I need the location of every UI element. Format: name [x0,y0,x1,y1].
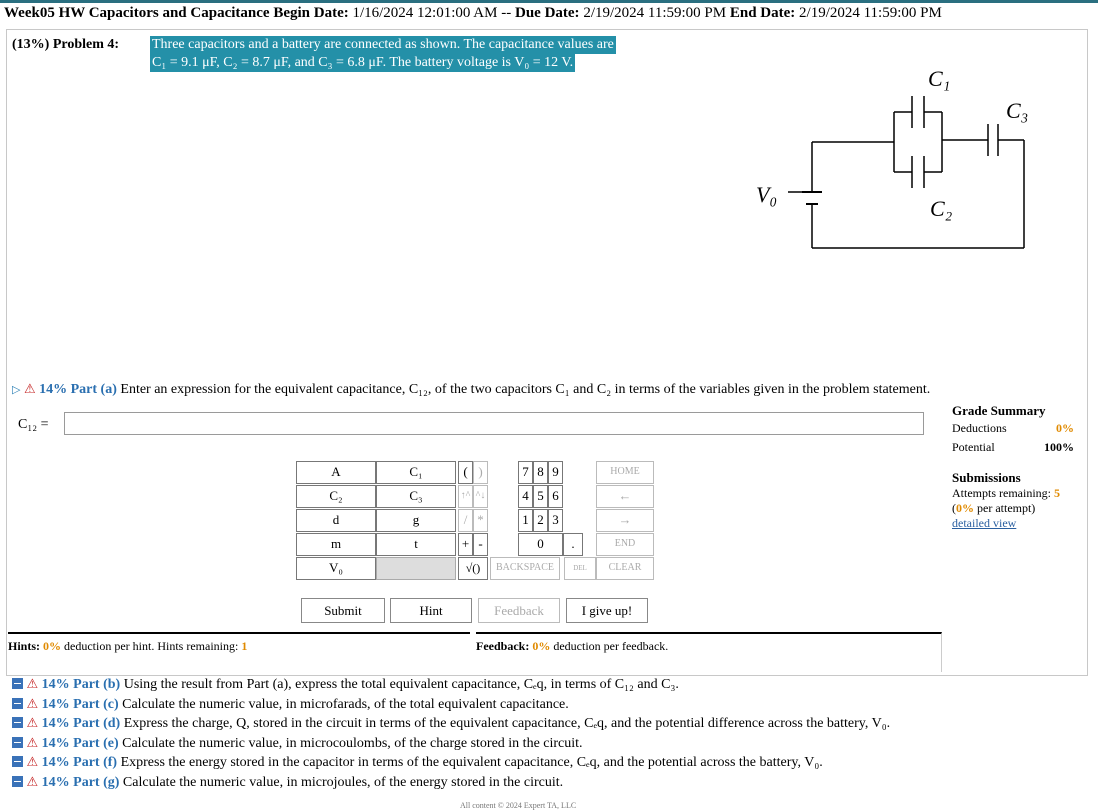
key-4[interactable]: 4 [518,485,533,508]
per-attempt-row: (0% per attempt) [952,501,1036,515]
answer-input[interactable] [64,412,924,435]
key-dot[interactable]: . [563,533,583,556]
v0-label: V₀ [756,182,778,207]
key-up-caret[interactable]: ↑^ [458,485,473,508]
key-3[interactable]: 3 [548,509,563,532]
hint-button[interactable]: Hint [390,598,472,623]
key-1[interactable]: 1 [518,509,533,532]
warning-icon: ⚠ [26,676,39,691]
feedback-label: Feedback: [476,639,530,653]
expand-part-icon[interactable] [12,776,23,787]
key-end[interactable]: END [596,533,654,556]
feedback-bar [476,632,942,672]
submissions-title: Submissions [952,470,1021,485]
attempts-row [952,486,1074,501]
key-9[interactable]: 9 [548,461,563,484]
end-date: 2/19/2024 11:59:00 PM [799,5,942,21]
problem-statement-line1: Three capacitors and a battery are connected as shown. The capacitance values are [152,37,614,52]
feedback-pct: 0% [532,639,551,653]
key-paren-open[interactable]: ( [458,461,473,484]
top-accent-bar [0,0,1098,3]
expand-part-icon[interactable] [12,737,23,748]
course-title: Week05 HW Capacitors and Capacitance [4,5,270,21]
key-var-v0[interactable]: V₀ [296,557,376,580]
key-0[interactable]: 0 [518,533,563,556]
expand-part-icon[interactable] [12,717,23,728]
part-row-g[interactable] [12,774,890,794]
begin-label: Begin Date: [273,5,349,21]
warning-icon: ⚠ [23,381,36,396]
expand-part-icon[interactable] [12,678,23,689]
problem-label: (13%) Problem 4: [12,37,120,52]
circuit-diagram [740,56,1040,256]
key-7[interactable]: 7 [518,461,533,484]
key-var-c1[interactable]: C₁ [376,461,456,484]
key-var-t[interactable]: t [376,533,456,556]
part-a-percent: 14% Part (a) [39,382,117,397]
potential-value: 100% [1044,440,1074,454]
part-row-c[interactable] [12,696,890,716]
grade-summary [952,403,1074,457]
give-up-button[interactable]: I give up! [566,598,648,623]
part-text: Calculate the numeric value, in microjoules, of the energy stored in the circuit. [122,774,564,790]
key-2[interactable]: 2 [533,509,548,532]
key-paren-close[interactable]: ) [473,461,488,484]
parts-list [12,676,890,793]
key-var-c3[interactable]: C₃ [376,485,456,508]
key-plus[interactable]: + [458,533,473,556]
part-row-b[interactable] [12,676,890,696]
part-percent: 14% Part (e) [41,735,119,751]
key-5[interactable]: 5 [533,485,548,508]
due-label: Due Date: [514,5,580,21]
part-percent: 14% Part (b) [41,677,121,692]
key-home[interactable]: HOME [596,461,654,484]
expand-part-icon[interactable] [12,756,23,767]
c3-label: C₃ [1006,98,1029,123]
part-row-e[interactable] [12,735,890,755]
key-left-arrow[interactable]: ← [596,485,654,508]
key-del[interactable]: DEL [564,557,596,580]
attempts-label: Attempts remaining: [952,486,1051,500]
warning-icon: ⚠ [26,754,39,769]
key-6[interactable]: 6 [548,485,563,508]
key-var-c2[interactable]: C₂ [296,485,376,508]
key-backspace[interactable]: BACKSPACE [490,557,560,580]
feedback-text: deduction per feedback. [553,639,669,653]
part-text: Calculate the numeric value, in microfarads, of the total equivalent capacitance. [122,696,569,712]
feedback-button[interactable]: Feedback [478,598,560,623]
answer-label: C₁₂ = [18,417,49,432]
submit-button[interactable]: Submit [301,598,385,623]
key-clear[interactable]: CLEAR [596,557,654,580]
c1-label: C₁ [928,66,951,91]
warning-icon: ⚠ [26,734,39,750]
key-sqrt[interactable]: √() [458,557,488,580]
part-text: Calculate the numeric value, in microcoulombs, of the charge stored in the circuit. [122,735,583,751]
header-separator: -- [501,5,512,21]
key-var-d[interactable]: d [296,509,376,532]
deductions-label: Deductions [952,421,1007,435]
potential-row [952,438,1074,457]
key-down-caret[interactable]: ^↓ [473,485,488,508]
part-percent: 14% Part (d) [41,716,121,731]
part-percent: 14% Part (c) [41,696,119,712]
key-right-arrow[interactable]: → [596,509,654,532]
grade-summary-title: Grade Summary [952,403,1046,418]
detailed-view-link[interactable]: detailed view [952,516,1017,530]
hints-text: deduction per hint. Hints remaining: [64,639,239,653]
key-divide[interactable]: / [458,509,473,532]
part-text: Express the energy stored in the capacitor in terms of the equivalent capacitance, Cₑq, and the potential across the battery, V₀. [120,755,823,770]
key-var-a[interactable]: A [296,461,376,484]
expand-part-icon[interactable] [12,698,23,709]
end-label: End Date: [729,5,796,21]
hints-bar [8,632,470,672]
key-multiply[interactable]: * [473,509,488,532]
part-a-text: Enter an expression for the equivalent capacitance, C₁₂, of the two capacitors C₁ and C₂ in terms of the variables given in the problem statement. [120,382,931,397]
key-blank [376,557,456,580]
copyright-footer: All content © 2024 Expert TA, LLC [460,801,577,810]
begin-date: 1/16/2024 12:01:00 AM [352,5,498,21]
part-a-header [12,381,930,398]
part-percent: 14% Part (f) [41,755,118,770]
hints-remaining: 1 [241,639,248,653]
warning-icon: ⚠ [26,715,39,730]
key-minus[interactable]: - [473,533,488,556]
submissions-panel [952,470,1074,531]
part-row-d[interactable] [12,715,890,735]
hints-label: Hints: [8,639,41,653]
problem-statement [150,36,680,72]
key-var-m[interactable]: m [296,533,376,556]
assignment-header [4,5,942,22]
deductions-row [952,419,1074,438]
due-date: 2/19/2024 11:59:00 PM [583,5,727,21]
per-attempt-text: per attempt) [977,501,1036,515]
per-attempt-pct: 0% [956,501,974,515]
warning-icon: ⚠ [26,695,39,711]
problem-statement-line2: C₁ = 9.1 μF, C₂ = 8.7 μF, and C₃ = 6.8 μF. The battery voltage is V₀ = 12 V. [152,55,574,70]
potential-label: Potential [952,440,995,454]
warning-icon: ⚠ [26,773,39,789]
key-8[interactable]: 8 [533,461,548,484]
part-text: Using the result from Part (a), express the total equivalent capacitance, Cₑq, in terms of C₁₂ and C₃. [123,677,679,692]
deductions-value: 0% [1056,421,1074,435]
part-row-f[interactable] [12,754,890,774]
hints-pct: 0% [43,639,62,653]
c2-label: C₂ [930,196,953,221]
part-text: Express the charge, Q, stored in the circuit in terms of the equivalent capacitance, Cₑq, and the potential difference across the battery, V₀. [123,716,891,731]
attempts-value: 5 [1053,486,1060,500]
part-percent: 14% Part (g) [41,774,120,790]
expand-triangle-icon[interactable]: ▷ [12,384,21,396]
key-var-g[interactable]: g [376,509,456,532]
